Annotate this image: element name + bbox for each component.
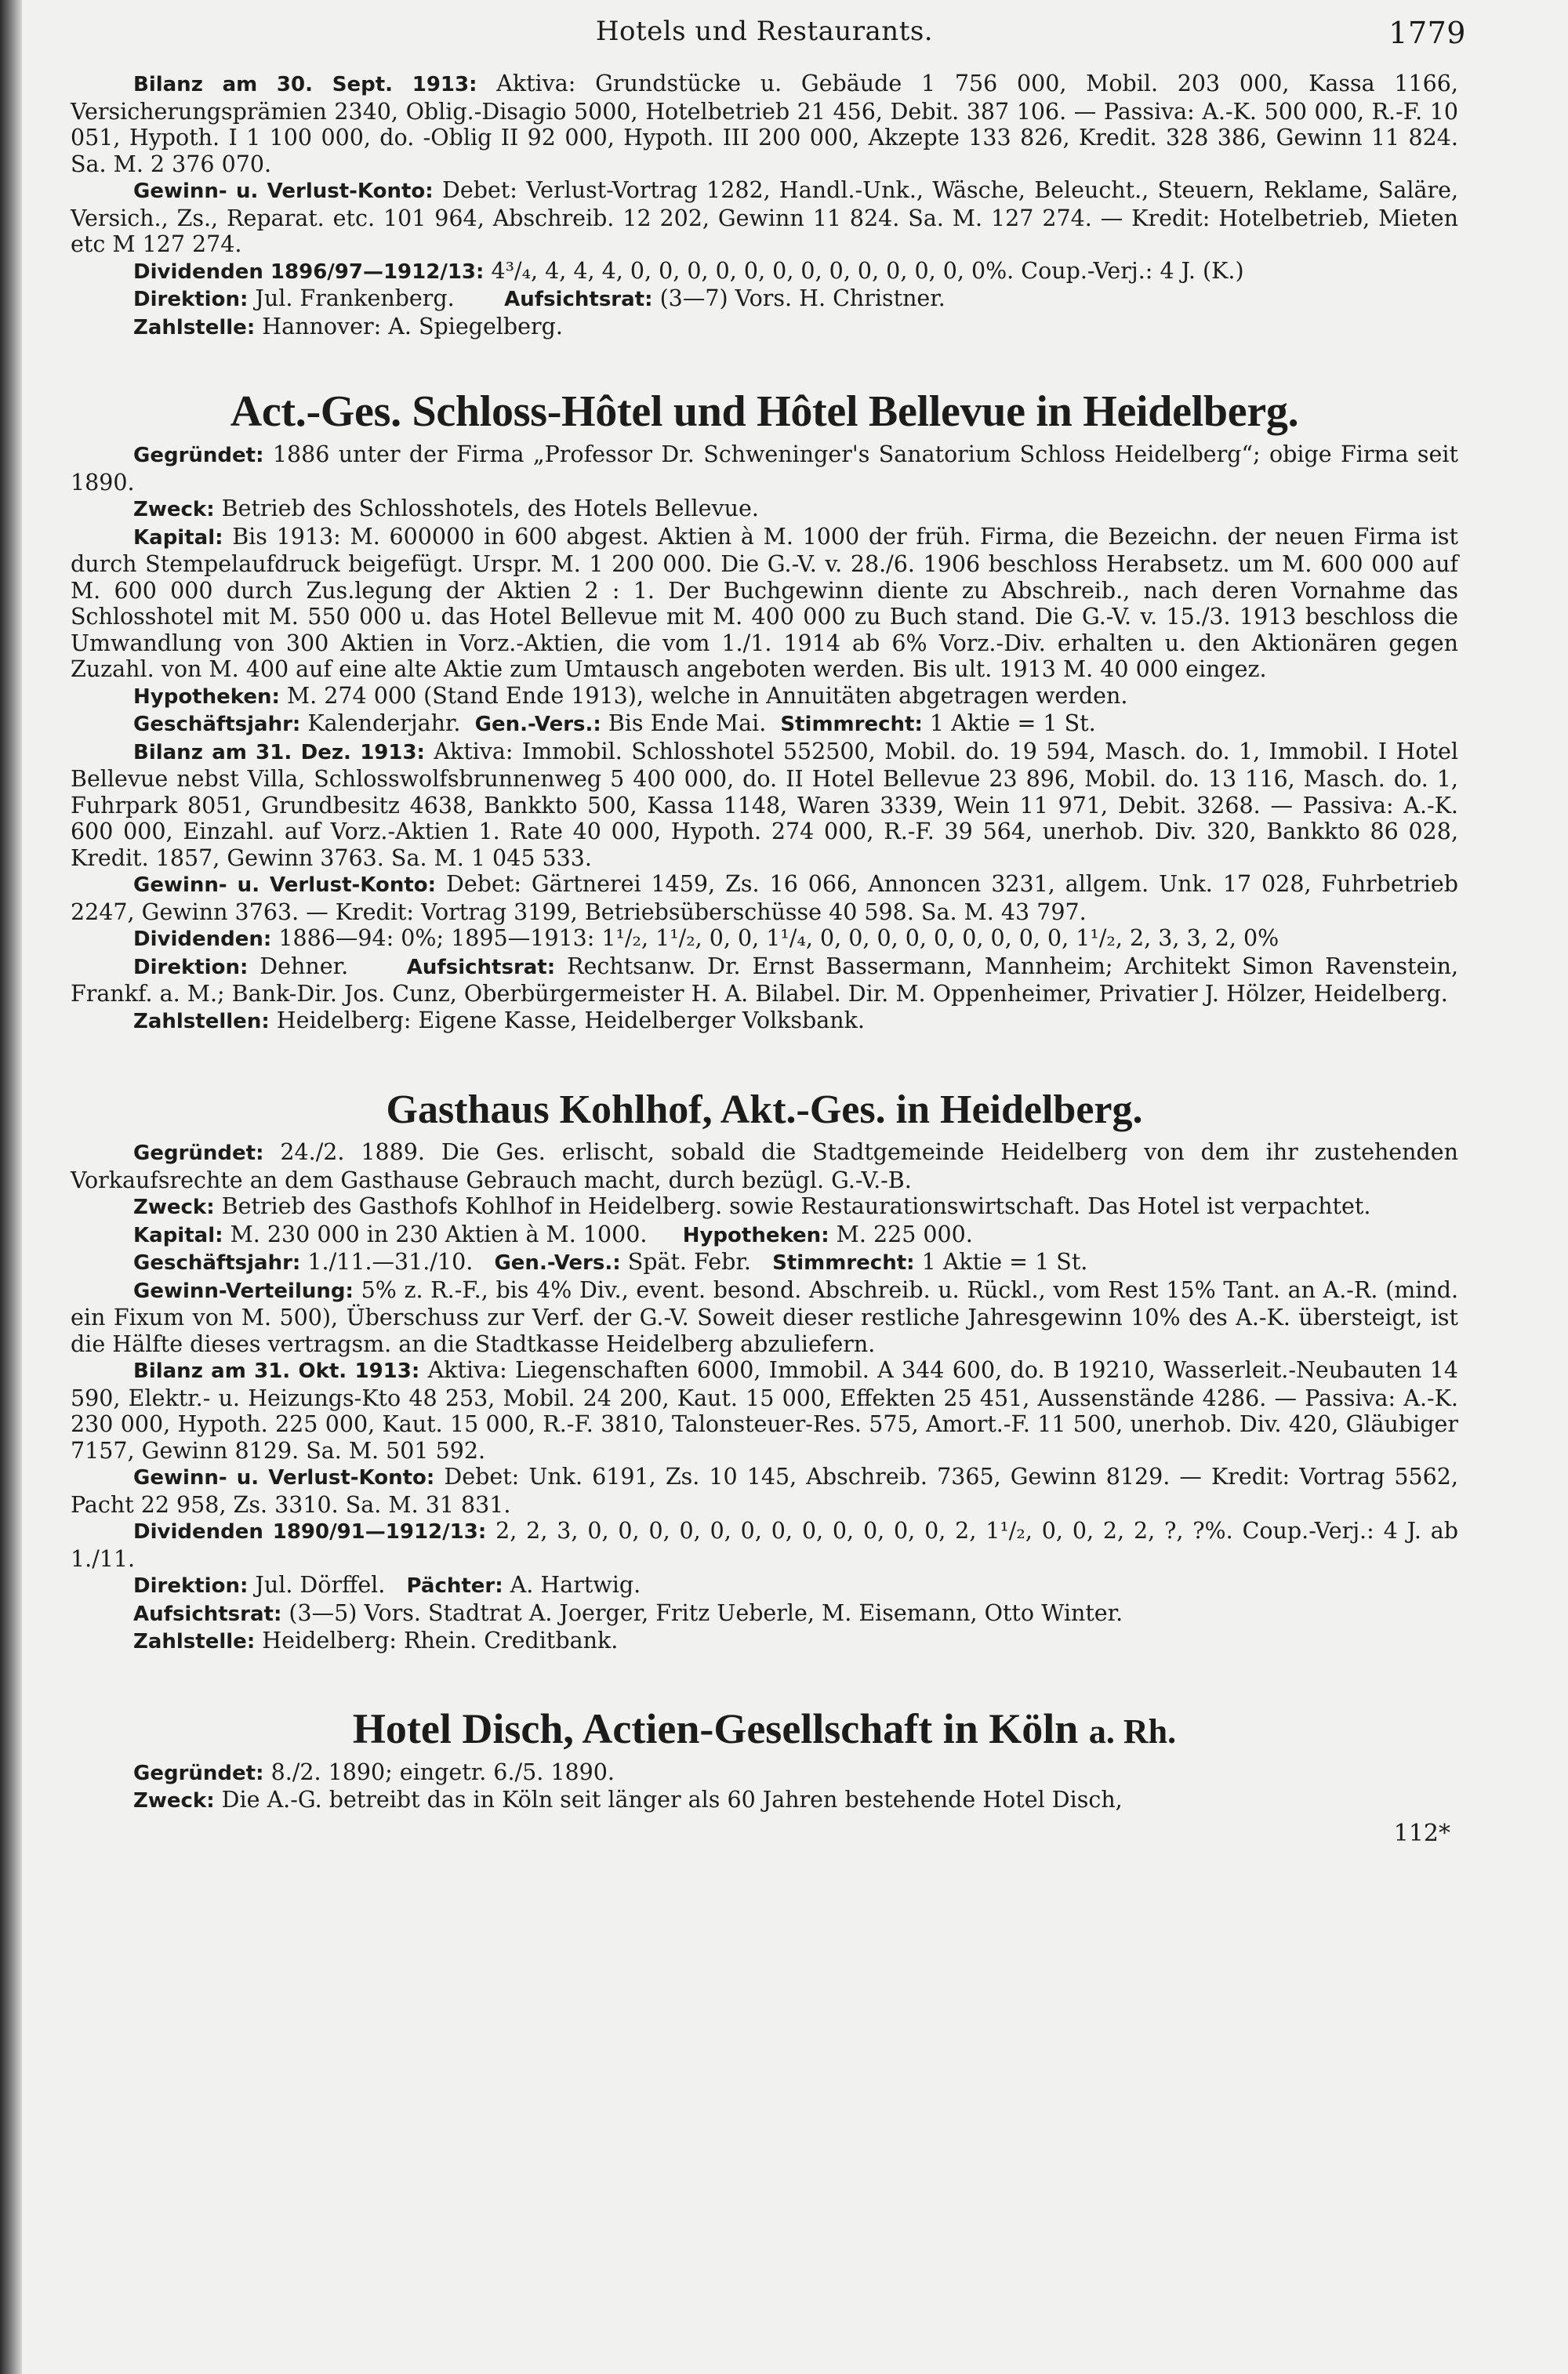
paragraph-geschaeftsjahr: Geschäftsjahr: 1./11.—31./10. Gen.-Vers.: Spät. Febr. Stimmrecht: 1 Aktie = 1 St. (133, 1249, 1088, 1275)
paragraph-zahlstelle: Zahlstelle: Heidelberg: Rhein. Creditbank. (133, 1628, 619, 1653)
paragraph-dividenden: Dividenden 1890/91—1912/13: 2, 2, 3, 0, 0, 0, 0, 0, 0, 0, 0, 0, 0, 0, 0, 2, 1¹/₂, 0, 0, 2, 2, ?, ?%. Coup.-Verj.: 4 J. ab 1./11. (71, 1518, 1458, 1572)
section-hotel-disch (71, 1759, 1458, 1815)
paragraph-zweck: Zweck: Betrieb des Schlosshotels, des Hotels Bellevue. (133, 495, 759, 521)
paragraph-aufsichtsrat: Aufsichtsrat: (3—5) Vors. Stadtrat A. Joerger, Fritz Ueberle, M. Eisemann, Otto Winter. (133, 1599, 1123, 1626)
paragraph-direktion: Direktion: Jul. Frankenberg. Aufsichtsrat: (3—7) Vors. H. Christner. (133, 285, 946, 311)
title-suffix: a. Rh. (1088, 1712, 1177, 1751)
paragraph-gegruendet: Gegründet: 8./2. 1890; eingetr. 6./5. 1890. (133, 1759, 615, 1785)
paragraph-gegruendet: Gegründet: 1886 unter der Firma „Professor Dr. Schweninger's Sanatorium Schloss Heidelberg“; obige Firma seit 1890. (71, 441, 1458, 495)
paragraph-gegruendet: Gegründet: 24./2. 1889. Die Ges. erlischt, sobald die Stadtgemeinde Heidelberg von dem ihr zustehenden Vorkaufsrechte an dem Gasthause Gebrauch macht, durch bezügl. G.-V.-B. (71, 1139, 1458, 1193)
running-header (71, 16, 1466, 71)
paragraph-dividenden: Dividenden: 1886—94: 0%; 1895—1913: 1¹/₂, 1¹/₂, 0, 0, 1¹/₄, 0, 0, 0, 0, 0, 0, 0, 0, 0, 1¹/₂, 2, 3, 3, 2, 0% (133, 925, 1279, 951)
header-title: Hotels und Restaurants. (595, 16, 934, 47)
company-title-gasthaus-kohlhof: Gasthaus Kohlhof, Akt.-Ges. in Heidelberg. (386, 1087, 1143, 1132)
paragraph-gewinn-verlust: Gewinn- u. Verlust-Konto: Debet: Unk. 6191, Zs. 10 145, Abschreib. 7365, Gewinn 8129. — Kredit: Vortrag 5562, Pacht 22 958, Zs. 3310. Sa. M. 31 831. (71, 1464, 1458, 1518)
paragraph-zahlstellen: Zahlstellen: Heidelberg: Eigene Kasse, Heidelberger Volksbank. (133, 1007, 865, 1033)
company-title-schloss-hotel: Act.-Ges. Schloss-Hôtel und Hôtel Bellevue in Heidelberg. (230, 387, 1299, 436)
section-schloss-hotel (71, 441, 1458, 1035)
paragraph-zweck: Zweck: Betrieb des Gasthofs Kohlhof in Heidelberg. sowie Restaurationswirtschaft. Das Hotel ist verpachtet. (133, 1193, 1371, 1219)
paragraph-zahlstelle: Zahlstelle: Hannover: A. Spiegelberg. (133, 313, 563, 339)
paragraph-gewinn-verlust: Gewinn- u. Verlust-Konto: Debet: Verlust-Vortrag 1282, Handl.-Unk., Wäsche, Beleucht., Steuern, Reklame, Saläre, Versich., Zs., Reparat. etc. 101 964, Abschreib. 12 202, Gewinn 11 824. Sa. M. 127 274. — Kredit: Hotelbetrieb, Mieten etc M 127 274. (71, 177, 1459, 257)
paragraph-kapital: Kapital: Bis 1913: M. 600000 in 600 abgest. Aktien à M. 1000 der früh. Firma, die Bezeichn. der neuen Firma ist durch Stempelaufdruck beigefügt. Urspr. M. 1 200 000. Die G.-V. v. 28./6. 1906 beschloss Herabsetz. um M. 600 000 auf M. 600 000 durch Zus.legung der Aktien 2 : 1. Der Buchgewinn diente zu Abschreib., nach deren Vornahme das Schlosshotel mit M. 550 000 u. das Hotel Bellevue mit M. 400 000 zu Buch stand. Die G.-V. v. 15./3. 1913 beschloss die Umwandlung von 300 Aktien in Vorz.-Aktien, die vom 1./1. 1914 ab 6% Vorz.-Div. erhalten u. den Aktionären gegen Zuzahl. von M. 400 auf eine alte Aktie zum Umtausch angeboten werden. Bis ult. 1913 M. 40 000 eingez. (71, 523, 1458, 682)
section-gasthaus-kohlhof (71, 1139, 1458, 1656)
paragraph-direktion: Direktion: Jul. Dörffel. Pächter: A. Hartwig. (133, 1572, 641, 1598)
book-binding-edge (0, 0, 22, 2374)
paragraph-zweck: Zweck: Die A.-G. betreibt das in Köln seit länger als 60 Jahren bestehende Hotel Disch, (133, 1787, 1123, 1813)
paragraph-gewinn-verlust: Gewinn- u. Verlust-Konto: Debet: Gärtnerei 1459, Zs. 16 066, Annoncen 3231, allgem. Unk. 17 028, Fuhrbetrieb 2247, Gewinn 3763. — Kredit: Vortrag 3199, Betriebsüberschüsse 40 598. Sa. M. 43 797. (71, 871, 1459, 925)
paragraph-geschaeftsjahr: Geschäftsjahr: Kalenderjahr. Gen.-Vers.: Bis Ende Mai. Stimmrecht: 1 Aktie = 1 St. (133, 710, 1096, 736)
paragraph-gewinn-verteilung: Gewinn-Verteilung: 5% z. R.-F., bis 4% Div., event. besond. Abschreib. u. Rückl., vom Rest 15% Tant. an A.-R. (mind. ein Fixum von M. 500), Überschuss zur Verf. der G.-V. Soweit dieser restliche Jahresgewinn 10% des A.-K. übersteigt, ist die Hälfte dieses vertragsm. an die Stadtkasse Heidelberg abzuliefern. (71, 1276, 1459, 1357)
paragraph-bilanz: Bilanz am 30. Sept. 1913: Aktiva: Grundstücke u. Gebäude 1 756 000, Mobil. 203 000, Kassa 1166, Versicherungsprämien 2340, Oblig.-Disagio 5000, Hotelbetrieb 21 456, Debit. 387 106. — Passiva: A.-K. 500 000, R.-F. 10 051, Hypoth. I 1 100 000, do. -Oblig II 92 000, Hypoth. III 200 000, Akzepte 133 826, Kredit. 328 386, Gewinn 11 824. Sa. M. 2 376 070. (71, 71, 1458, 177)
section-previous-company (71, 71, 1458, 341)
paragraph-direktion-aufsichtsrat: Direktion: Dehner. Aufsichtsrat: Rechtsanw. Dr. Ernst Bassermann, Mannheim; Architekt Simon Ravenstein, Frankf. a. M.; Bank-Dir. Jos. Cunz, Oberbürgermeister H. A. Bilabel. Dir. M. Oppenheimer, Privatier J. Hölzer, Heidelberg. (71, 953, 1459, 1007)
paragraph-kapital: Kapital: M. 230 000 in 230 Aktien à M. 1000. Hypotheken: M. 225 000. (133, 1221, 973, 1247)
company-title-hotel-disch (71, 1704, 1458, 1753)
paragraph-hypotheken: Hypotheken: M. 274 000 (Stand Ende 1913), welche in Annuitäten abgetragen werden. (133, 682, 1128, 709)
title-main: Hotel Disch, Actien-Gesellschaft in Köln (352, 1704, 1079, 1752)
page-number: 1779 (1388, 16, 1466, 50)
paragraph-bilanz: Bilanz am 31. Dez. 1913: Aktiva: Immobil. Schlosshotel 552500, Mobil. do. 19 594, Masch. do. 1, Immobil. I Hotel Bellevue nebst Villa, Schlosswolfsbrunnenweg 5 400 000, do. II Hotel Bellevue 23 896, Mobil. do. 13 116, Masch. do. 1, Fuhrpark 8051, Grundbesitz 4638, Bankkto 500, Kassa 1148, Waren 3339, Wein 11 971, Debit. 3268. — Passiva: A.-K. 600 000, Einzahl. auf Vorz.-Aktien 1. Rate 40 000, Hypoth. 274 000, R.-F. 39 564, unerhob. Div. 320, Bankkto 86 028, Kredit. 1857, Gewinn 3763. Sa. M. 1 045 533. (71, 738, 1459, 871)
sheet-signature: 112* (1393, 1819, 1450, 1847)
paragraph-bilanz: Bilanz am 31. Okt. 1913: Aktiva: Liegenschaften 6000, Immobil. A 344 600, do. B 19210, Wasserleit.-Neubauten 14 590, Elektr.- u. Heizungs-Kto 48 253, Mobil. 24 200, Kaut. 15 000, Effekten 25 451, Aussenstände 4286. — Passiva: A.-K. 230 000, Hypoth. 225 000, Kaut. 15 000, R.-F. 3810, Talonsteuer-Res. 575, Amort.-F. 11 500, unerhob. Div. 420, Gläubiger 7157, Gewinn 8129. Sa. M. 501 592. (71, 1357, 1458, 1464)
paragraph-dividenden: Dividenden 1896/97—1912/13: 4³/₄, 4, 4, 4, 0, 0, 0, 0, 0, 0, 0, 0, 0, 0, 0, 0, 0%. Coup.-Verj.: 4 J. (K.) (133, 257, 1244, 284)
